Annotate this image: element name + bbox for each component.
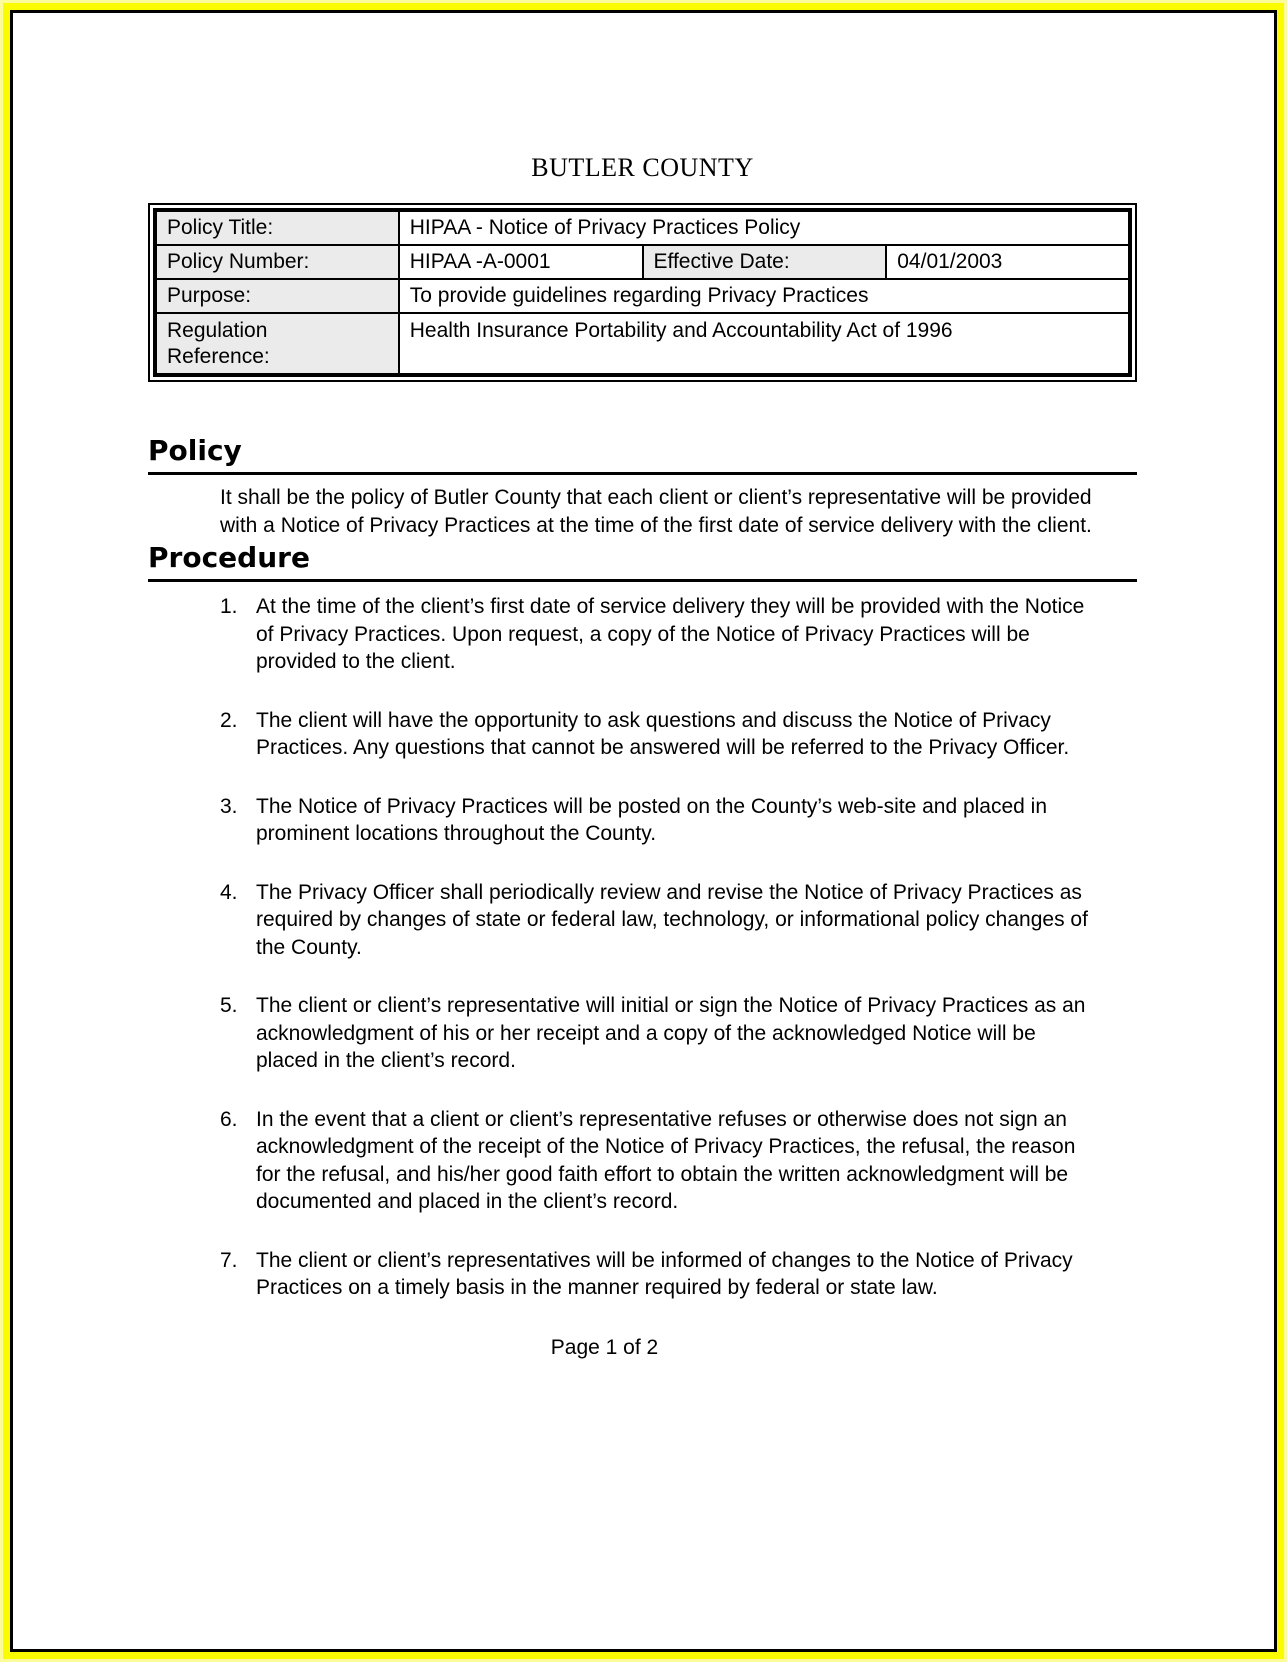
policy-info-table xyxy=(148,203,1137,382)
policy-title-row xyxy=(155,210,1130,245)
procedure-item-7 xyxy=(220,1247,1100,1302)
policy-body-paragraph: It shall be the policy of Butler County that each client or client’s representative will be provided with a Notice of Privacy Practices at the time of the first date of service delivery with the client. xyxy=(220,486,1092,537)
procedure-item-6 xyxy=(220,1106,1100,1216)
purpose-value: To provide guidelines regarding Privacy Practices xyxy=(399,279,1130,313)
item-number: 2. xyxy=(220,708,238,732)
procedure-item-2 xyxy=(220,707,1100,762)
procedure-heading-rule xyxy=(148,579,1137,582)
purpose-label: Purpose: xyxy=(155,279,399,313)
procedure-item-4 xyxy=(220,879,1100,962)
effective-date-label: Effective Date: xyxy=(643,245,887,279)
page-border-inner-line xyxy=(10,10,1277,1652)
item-number: 4. xyxy=(220,880,238,904)
policy-heading-rule xyxy=(148,472,1137,475)
effective-date-value: 04/01/2003 xyxy=(886,245,1130,279)
page-number: Page 1 of 2 xyxy=(550,1335,659,1359)
item-number: 7. xyxy=(220,1248,238,1272)
regulation-reference-row xyxy=(155,313,1130,375)
item-text: The client or client’s representatives will be informed of changes to the Notice of Privacy Practices on a timely basis in the manner required by federal or state law. xyxy=(256,1248,1073,1299)
policy-section-heading: Policy xyxy=(148,434,242,467)
regulation-reference-label: Regulation Reference: xyxy=(155,313,399,375)
procedure-section-heading: Procedure xyxy=(148,541,310,574)
item-number: 6. xyxy=(220,1107,238,1131)
procedure-list xyxy=(220,593,1100,1302)
procedure-item-1 xyxy=(220,593,1100,676)
item-number: 5. xyxy=(220,994,238,1017)
policy-number-value: HIPAA -A-0001 xyxy=(399,245,643,279)
item-number: 1. xyxy=(220,595,238,618)
item-text: In the event that a client or client’s representative refuses or otherwise does not sign an acknowledgment of the receipt of the Notice of Privacy Practices, the refusal, the reason for the refusal, and his/her good faith effort to obtain the written acknowledgment will be documented and placed in the client’s record. xyxy=(256,1107,1076,1213)
item-text: The Notice of Privacy Practices will be posted on the County’s web-site and placed in prominent locations throughout the County. xyxy=(256,794,1048,845)
purpose-row xyxy=(155,279,1130,313)
regulation-reference-value: Health Insurance Portability and Accountability Act of 1996 xyxy=(399,313,1130,375)
item-text: The client will have the opportunity to ask questions and discuss the Notice of Privacy Practices. Any questions that cannot be answered will be referred to the Privacy Officer. xyxy=(256,708,1070,759)
item-text: The client or client’s representative will initial or sign the Notice of Privacy Practices as an acknowledgment of his or her receipt and a copy of the acknowledged Notice will be placed in the client’s record. xyxy=(256,994,1086,1072)
document-page xyxy=(13,13,1274,1649)
document-title: BUTLER COUNTY xyxy=(531,153,754,182)
policy-title-label: Policy Title: xyxy=(155,210,399,245)
policy-title-value: HIPAA - Notice of Privacy Practices Policy xyxy=(399,210,1130,245)
procedure-item-5 xyxy=(220,992,1100,1075)
item-number: 3. xyxy=(220,794,238,818)
policy-number-row xyxy=(155,245,1130,279)
item-text: The Privacy Officer shall periodically review and revise the Notice of Privacy Practices as required by changes of state or federal law, technology, or informational policy changes of the County. xyxy=(256,880,1088,959)
procedure-item-3 xyxy=(220,793,1100,848)
item-text: At the time of the client’s first date of service delivery they will be provided with the Notice of Privacy Practices. Upon request, a copy of the Notice of Privacy Practices will be provided to the client. xyxy=(256,595,1085,673)
page-border-yellow xyxy=(3,3,1284,1659)
policy-number-label: Policy Number: xyxy=(155,245,399,279)
